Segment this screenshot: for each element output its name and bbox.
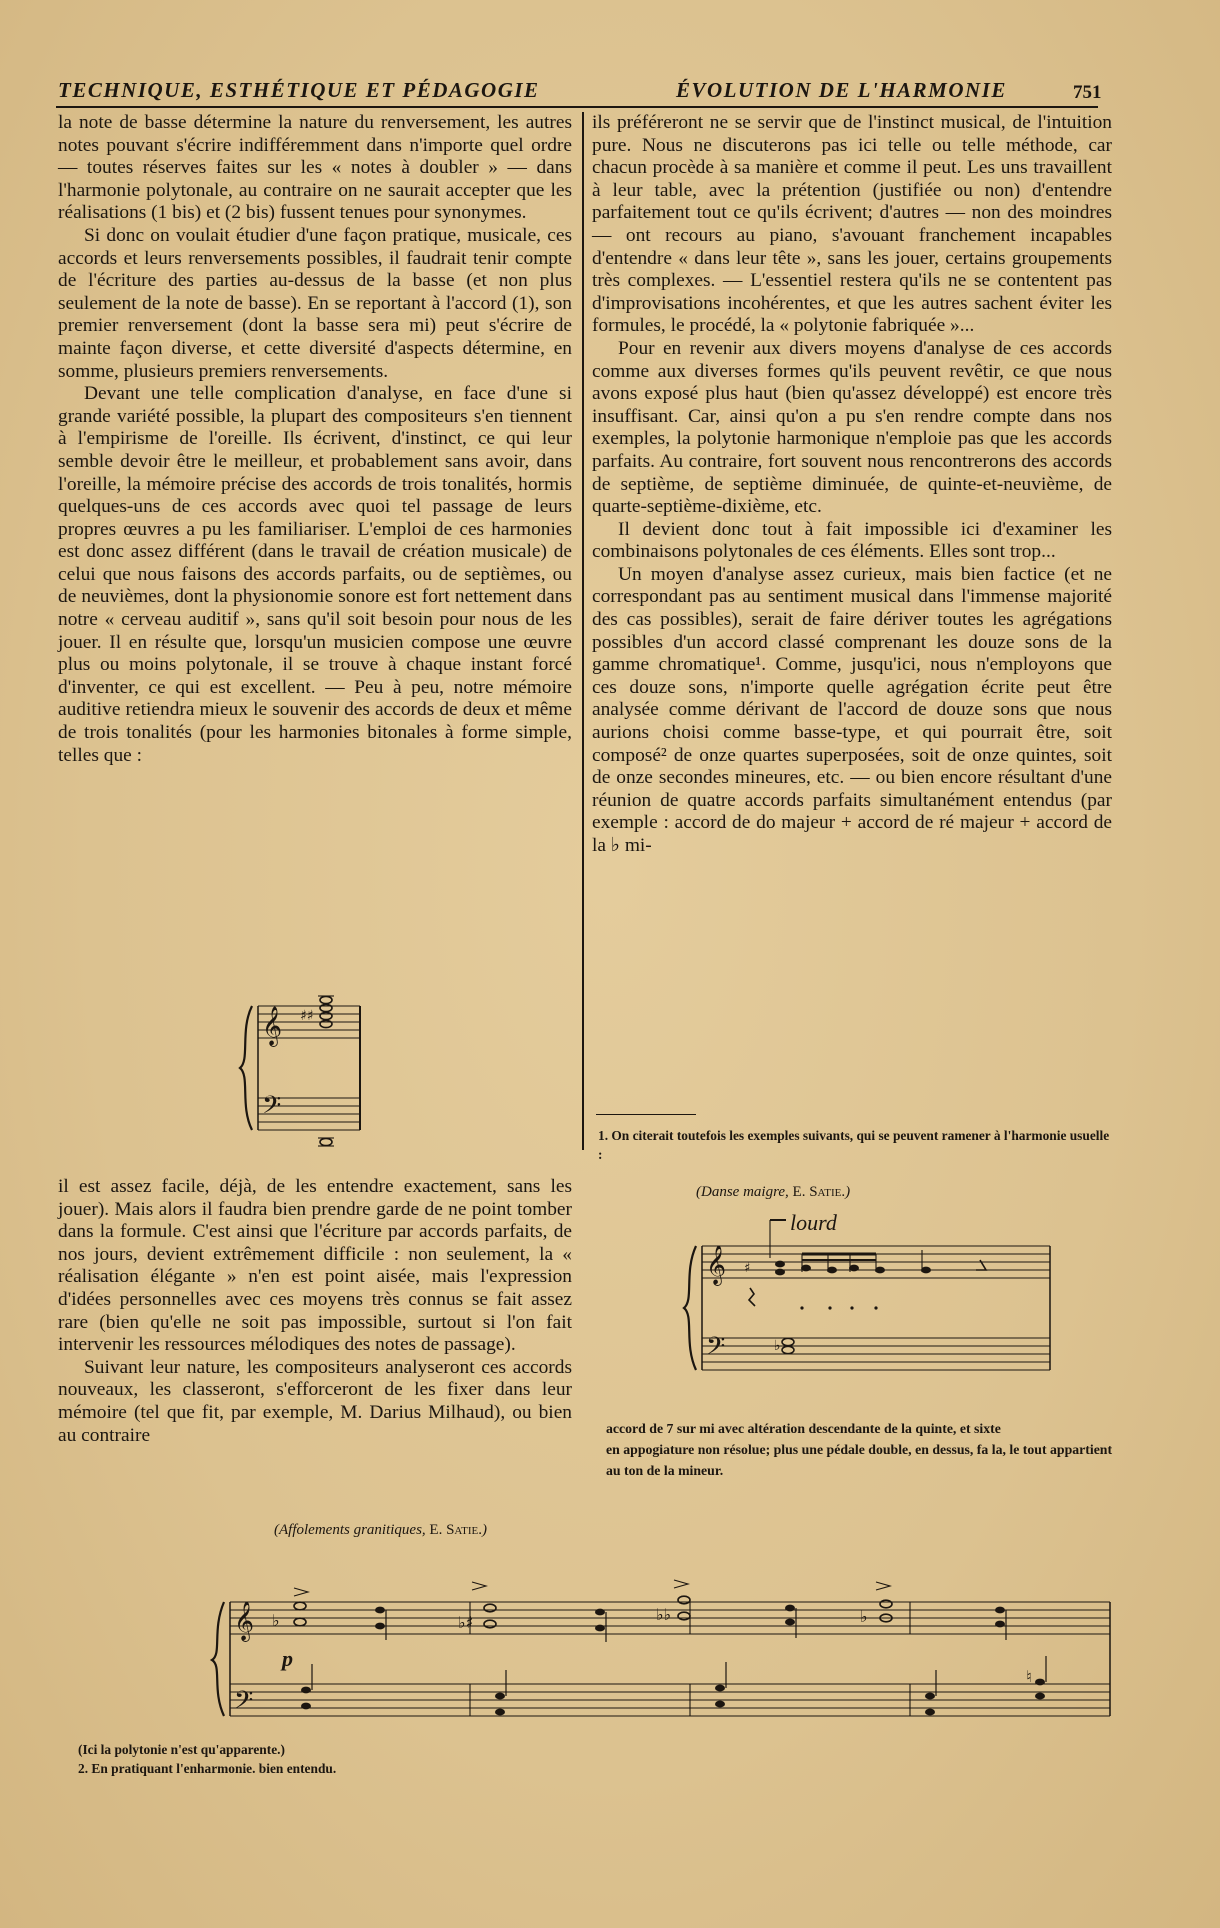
svg-text:♭: ♭ [774,1338,781,1354]
paragraph: Un moyen d'analyse assez curieux, mais bien factice (et ne correspondant pas au sentiment musical dans l'immense majorité des cas possibles), serait de faire dériver toutes les agrégations possibles d'un accord classé comprenant les douze sons de la gamme chromatique¹. Comme, jusqu'ici, nous n'employons que ces douze sons, n'importe quelle agrégation écrite peut être analysée comme dérivant de l'accord de douze sons que nous aurions choisi comme basse-type, et qui pourrait être, soit composé² de onze quartes superposées, soit de onze quintes, soit de onze secondes mineures, etc. — ou bien encore résultant d'une réunion de quatre accords parfaits simultanément entendus (par exemple : accord de do majeur + accord de ré majeur + accord de la ♭ mi- [592,563,1112,856]
svg-text:♭♭: ♭♭ [656,1605,672,1624]
svg-text:𝄢: 𝄢 [262,1091,282,1126]
paragraph: Il devient donc tout à fait impossible ici d'examiner les combinaisons polytonales de ces éléments. Elles sont trop... [592,518,1112,563]
svg-text:𝄞: 𝄞 [706,1245,727,1285]
music-example-danse-maigre [690,1212,1070,1412]
caption-composer: E. Satie. [792,1184,846,1200]
paragraph: il est assez facile, déjà, de les entendre exactement, sans les jouer). Mais alors il faudra bien prendre garde de ne point tomber dans la formule. C'est ainsi que l'écriture par accords parfaits, de nos jours, devient extrêmement difficile : non seulement, la « réalisation élégante » n'en est point aisée, mais l'expression d'idées personnelles avec ces moyens très connus se fait assez rare (bien qu'elle ne soit pas impossible, surtout si l'on fait intervenir les ressources mélodiques des notes de passage). [58,1176,572,1356]
paragraph: la note de basse détermine la nature du renversement, les autres notes pouvant s'écrire indifféremment dans n'importe quel ordre — toutes réserves faites sur les « notes à doubler » — dans l'harmonie polytonale, au contraire on ne saurait accepter que les réalisations (1 bis) et (2 bis) fussent tenues pour synonymes. [58,112,572,224]
footnote-2: 2. En pratiquant l'enharmonie. bien entendu. [78,1761,337,1776]
annotation-line: accord de 7 sur mi avec altération descendante de la quinte, et sixte [606,1421,1001,1436]
footnotes-bottom [78,1740,778,1778]
svg-text:♭: ♭ [272,1611,280,1630]
svg-text:♮: ♮ [1026,1667,1032,1686]
column-divider [582,112,584,1150]
footnote-rule [596,1114,696,1115]
tempo-marking: lourd [790,1210,837,1235]
page-number: 751 [1073,82,1102,103]
caption-title: Affolements granitiques, [279,1522,426,1538]
paragraph: Pour en revenir aux divers moyens d'analyse de ces accords comme aux diverses formes qu'ils peuvent revêtir, ce que nous avons exposé plus haut (bien qu'assez développé) est encore très insuffisant. Car, ainsi qu'on a pu s'en rendre compte dans nos exemples, la polytonie harmonique n'emploie pas que les accords parfaits. Au contraire, fort souvent nous rencontrerons des accords de septième, de septième diminuée, de quinte-et-neuvième, de quarte-septième-dixième, etc. [592,337,1112,518]
caption-composer: E. Satie. [429,1522,482,1538]
caption-title: Danse maigre, [701,1184,789,1200]
running-header-left: TECHNIQUE, ESTHÉTIQUE ET PÉDAGOGIE [58,78,540,102]
paragraph: Suivant leur nature, les compositeurs analyseront ces accords nouveaux, les classeront, s'efforceront de les fixer dans leur mémoire (tel que fit, par exemple, M. Darius Milhaud), ou bien au contraire [58,1356,572,1446]
right-column [592,112,1112,858]
footnote-apparent: (Ici la polytonie n'est qu'apparente.) [78,1742,285,1757]
paragraph: Devant une telle complication d'analyse, en face d'une si grande variété possible, la plupart des compositeurs s'en tiennent à l'empirisme de l'oreille. Ils écrivent, d'instinct, ce qui leur semble devoir être le meilleur, et probablement sans avoir, dans l'oreille, la mémoire précise des accords de trois tonalités, hormis quelques-uns de ces accords avec quoi tel passage de leurs propres œuvres a pu les familiariser. L'emploi de ces harmonies est donc assez différent (dans le travail de création musicale) de celui que nous faisons des accords parfaits, ou de septièmes, ou de neuvièmes, dont la physionomie sonore est fort nettement dans notre « cerveau auditif », sans qu'il soit besoin pour nous de les jouer. Il en résulte que, lorsqu'un musicien compose une œuvre plus ou moins polytonale, il se trouve à chaque instant forcé d'inventer, ce qui est excellent. — Peu à peu, notre mémoire auditive retiendra mieux le souvenir des accords de deux et même de trois tonalités (pour les harmonies bitonales à forme simple, telles que : [58,383,572,766]
paragraph: ils préféreront ne se servir que de l'instinct musical, de l'intuition pure. Nous ne discuterons pas ici telle ou telle méthode, car chacun procède à sa manière et comme il peut. Les uns travaillent à leur table, avec la prétention (justifiée ou non) d'entendre parfaitement tout ce qu'ils écrivent; d'autres — non des moindres — ont recours au piano, s'avouant franchement incapables d'entendre « dans leur tête », sans les jouer, certains groupements très complexes. — L'essentiel restera qu'ils ne se contentent pas d'improvisations incohérentes, et que les autres sachent éviter les formules, le procédé, la « polytonie fabriquée »... [592,112,1112,337]
svg-text:𝄢: 𝄢 [234,1686,254,1721]
running-header-right: ÉVOLUTION DE L'HARMONIE [676,78,1007,102]
footnote-1: 1. On citerait toutefois les exemples suivants, qui se peuvent ramener à l'harmonie usuelle : [598,1128,1110,1162]
left-column-bottom [58,1176,572,1447]
music-example-chord [210,990,380,1170]
music-caption-bottom: (Affolements granitiques, E. Satie.) [274,1522,487,1538]
svg-text:♯: ♯ [744,1261,751,1276]
paragraph: Si donc on voulait étudier d'une façon pratique, musicale, ces accords et leurs renversements possibles, il faudrait tenir compte de l'écriture des parties au-dessus de la basse (et non plus seulement de la note de basse). En se reportant à l'accord (1), son premier renversement (dont la basse sera mi) peut s'écrire de mainte façon diverse, et cette diversité d'aspects détermine, en somme, plusieurs premiers renversements. [58,224,572,382]
svg-text:♭: ♭ [860,1607,868,1626]
svg-text:𝄞: 𝄞 [262,1006,283,1046]
annotation-line: en appogiature non résolue; plus une pédale double, en dessus, fa la, le tout appartient au ton de la mineur. [606,1442,1113,1478]
music-example-affolements [210,1550,1120,1730]
svg-text:♭♯: ♭♯ [458,1613,474,1632]
dynamic-marking: p [282,1646,293,1671]
music-annotation-right [606,1418,1116,1481]
left-column-top [58,112,572,767]
header-rule [56,106,1098,108]
svg-text:𝄞: 𝄞 [234,1601,255,1641]
svg-text:♯♯: ♯♯ [300,1008,314,1024]
svg-text:𝄢: 𝄢 [706,1332,726,1367]
music-caption-right: (Danse maigre, E. Satie.) [696,1184,851,1200]
